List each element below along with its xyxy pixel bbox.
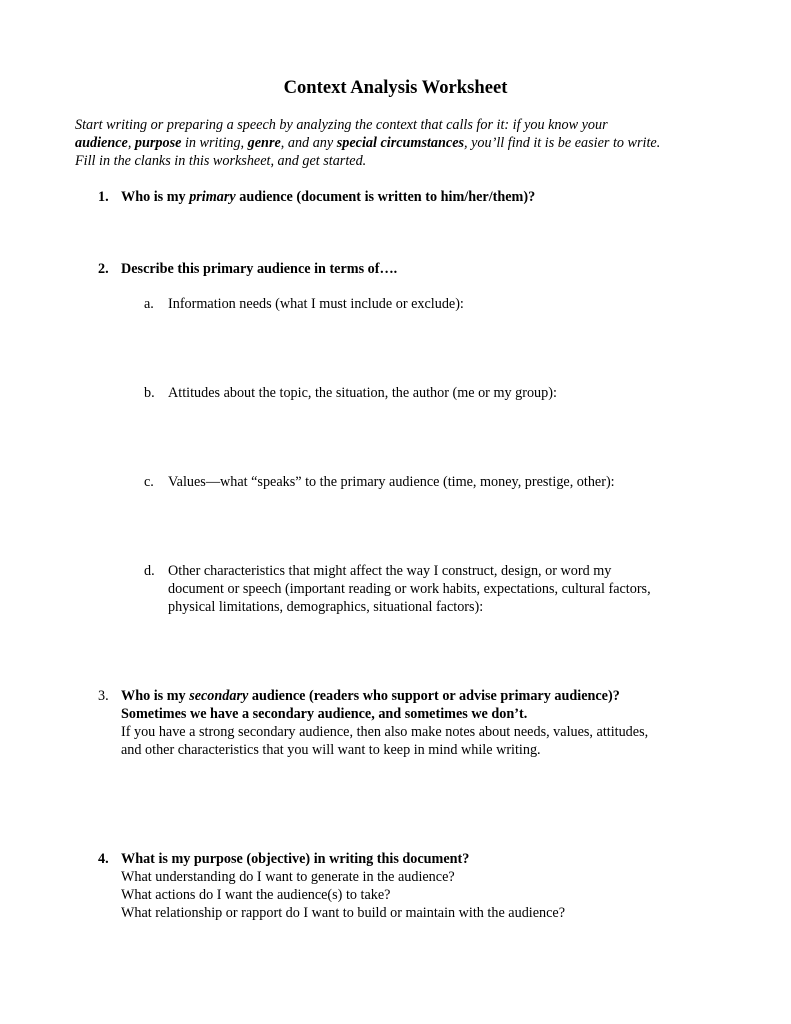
- question-number: 1.: [98, 189, 109, 205]
- intro-text-4: , you’ll find it is be easier to write.: [464, 135, 661, 151]
- question-number: 2.: [98, 261, 109, 277]
- question-text: [121, 687, 721, 759]
- intro-text-2: in writing,: [181, 135, 248, 151]
- intro-line-3: Fill in the clanks in this worksheet, and get started.: [75, 153, 367, 169]
- question-text: [121, 850, 721, 922]
- sub-text: [168, 562, 716, 616]
- intro-term-genre: genre: [247, 135, 281, 151]
- question-emphasis: secondary: [189, 688, 249, 704]
- question-line-3: If you have a strong secondary audience, then also make notes about needs, values, attitudes,: [121, 724, 649, 740]
- question-emphasis: primary: [189, 189, 236, 205]
- question-line-1: [121, 687, 721, 705]
- question-line-1: What is my purpose (objective) in writing this document?: [121, 851, 470, 867]
- intro-paragraph: [75, 116, 735, 170]
- sub-text: Attitudes about the topic, the situation, the author (me or my group):: [168, 385, 557, 401]
- sub-letter: c.: [144, 474, 154, 490]
- question-line-4: and other characteristics that you will want to keep in mind while writing.: [121, 742, 541, 758]
- intro-term-audience: audience: [75, 135, 128, 151]
- sub-text: Values—what “speaks” to the primary audience (time, money, prestige, other):: [168, 474, 615, 490]
- sub-text-line-2: document or speech (important reading or work habits, expectations, cultural factors,: [168, 581, 651, 597]
- question-text: [121, 188, 721, 206]
- sub-letter: d.: [144, 563, 155, 579]
- intro-line-2: [75, 134, 735, 152]
- sub-text: Information needs (what I must include or exclude):: [168, 296, 464, 312]
- sub-text-line-1: Other characteristics that might affect the way I construct, design, or word my: [168, 563, 612, 579]
- intro-text-1: ,: [127, 135, 135, 151]
- question-line-3: What actions do I want the audience(s) to take?: [121, 887, 391, 903]
- question-number: 3.: [98, 688, 109, 704]
- intro-term-special-circumstances: special circumstances: [336, 135, 465, 151]
- intro-text-3: , and any: [280, 135, 337, 151]
- question-line-4: What relationship or rapport do I want to build or maintain with the audience?: [121, 905, 566, 921]
- sub-letter: b.: [144, 385, 155, 401]
- intro-term-purpose: purpose: [134, 135, 182, 151]
- question-line-2: What understanding do I want to generate in the audience?: [121, 869, 455, 885]
- sub-letter: a.: [144, 296, 154, 312]
- page-title: Context Analysis Worksheet: [283, 77, 508, 98]
- question-text-post: audience (readers who support or advise primary audience)?: [248, 688, 620, 704]
- sub-text-line-3: physical limitations, demographics, situational factors):: [168, 599, 484, 615]
- question-line-2: Sometimes we have a secondary audience, and sometimes we don’t.: [121, 706, 528, 722]
- question-text: Describe this primary audience in terms of….: [121, 261, 398, 277]
- question-text-post: audience (document is written to him/her/them)?: [235, 189, 536, 205]
- question-text-pre: Who is my: [121, 189, 190, 205]
- question-number: 4.: [98, 851, 109, 867]
- question-text-pre: Who is my: [121, 688, 190, 704]
- intro-line-1: Start writing or preparing a speech by analyzing the context that calls for it: if you know your: [75, 117, 608, 133]
